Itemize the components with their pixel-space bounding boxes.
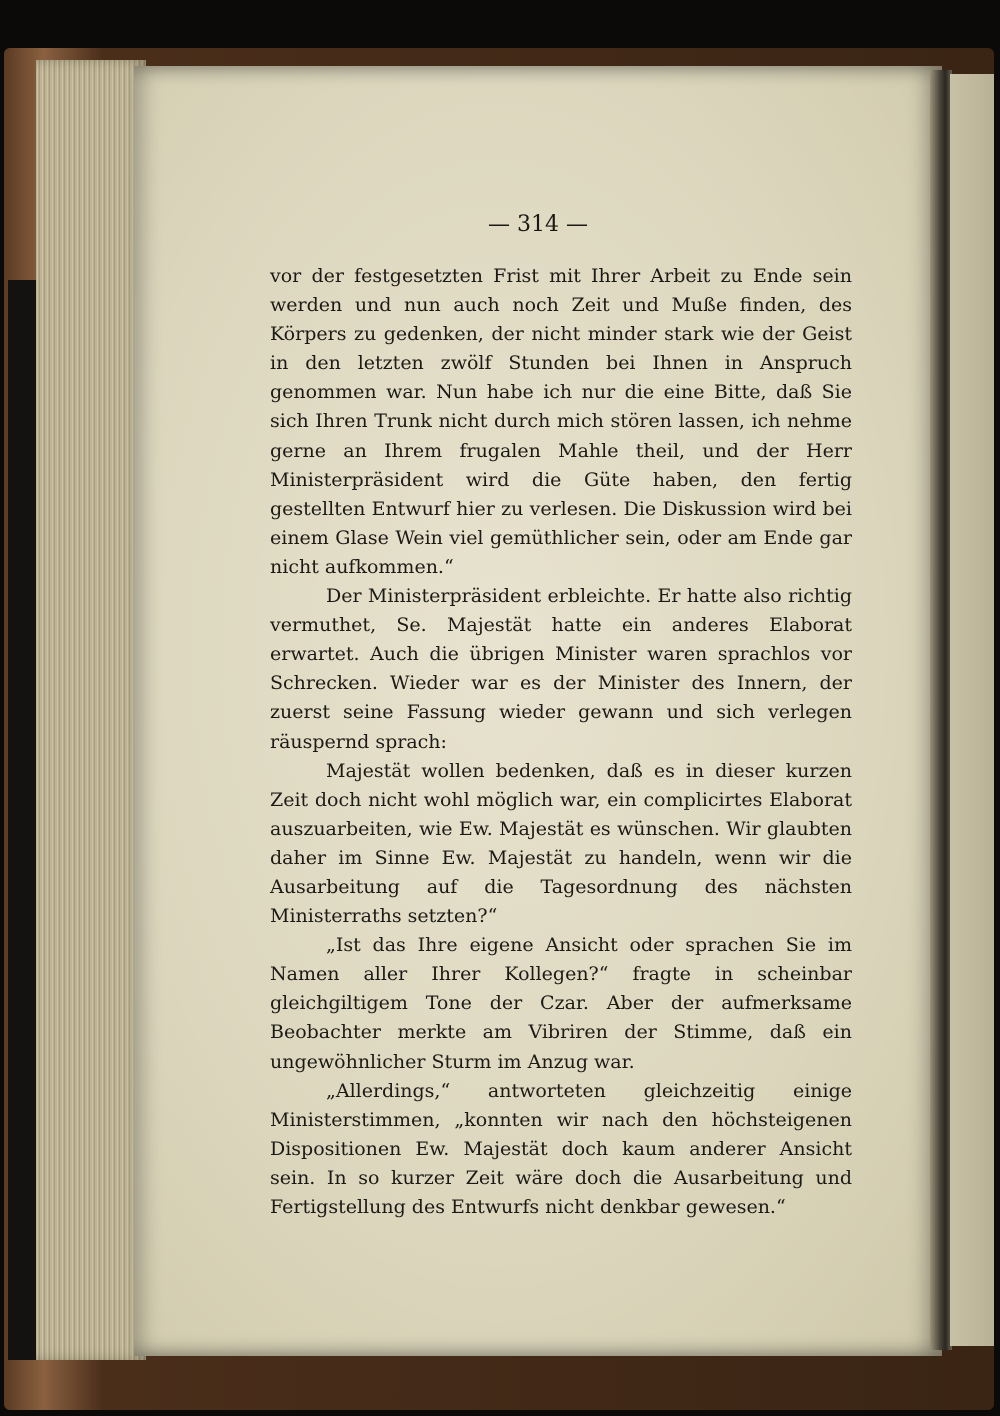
paragraph: „Ist das Ihre eigene Ansicht oder sprachen Sie im Namen aller Ihrer Kollegen?“ fragte in scheinbar gleichgiltigem Tone der Czar. Aber der aufmerksame Beobachter merkte am Vibriren der Stimme, daß ein ungewöhnlicher Sturm im Anzug war.	[270, 934, 852, 1073]
facing-page-edge	[950, 74, 994, 1346]
book-gutter	[930, 70, 952, 1350]
paragraph: Majestät wollen bedenken, daß es in dieser kurzen Zeit doch nicht wohl möglich war, ein complicirtes Elaborat auszuarbeiten, wie Ew. Majestät es wünschen. Wir glaubten daher im Sinne Ew. Majestät zu handeln, wenn wir die Ausarbeitung auf die Tagesordnung des nächsten Ministerraths setzten?“	[270, 759, 852, 928]
paragraph: Der Ministerpräsident erbleichte. Er hatte also richtig vermuthet, Se. Majestät hatte ein anderes Elaborat erwartet. Auch die übrigen Minister waren sprachlos vor Schrecken. Wieder war es der Minister des Innern, der zuerst seine Fassung wieder gewann und sich verlegen räuspernd sprach:	[270, 585, 852, 753]
book-spine	[8, 280, 36, 1360]
body-text	[270, 262, 852, 1222]
paragraph: vor der festgesetzten Frist mit Ihrer Arbeit zu Ende sein werden und nun auch noch Zeit und Muße finden, des Körpers zu gedenken, der nicht minder stark wie der Geist in den letzten zwölf Stunden bei Ihnen in Anspruch genommen war. Nun habe ich nur die eine Bitte, daß Sie sich Ihren Trunk nicht durch mich stören lassen, ich nehme gerne an Ihrem frugalen Mahle theil, und der Herr Ministerpräsident wird die Güte haben, den fertig gestellten Entwurf hier zu verlesen. Die Diskussion wird bei einem Glase Wein viel gemüthlicher sein, oder am Ende gar nicht aufkommen.“	[270, 265, 852, 578]
page-edges	[36, 60, 146, 1360]
paragraph: „Allerdings,“ antworteten gleichzeitig einige Ministerstimmen, „konnten wir nach den höchsteigenen Dispositionen Ew. Majestät doch kaum anderer Ansicht sein. In so kurzer Zeit wäre doch die Ausarbeitung und Fertigstellung des Entwurfs nicht denkbar gewesen.“	[270, 1079, 852, 1218]
page-number: — 314 —	[488, 212, 588, 237]
